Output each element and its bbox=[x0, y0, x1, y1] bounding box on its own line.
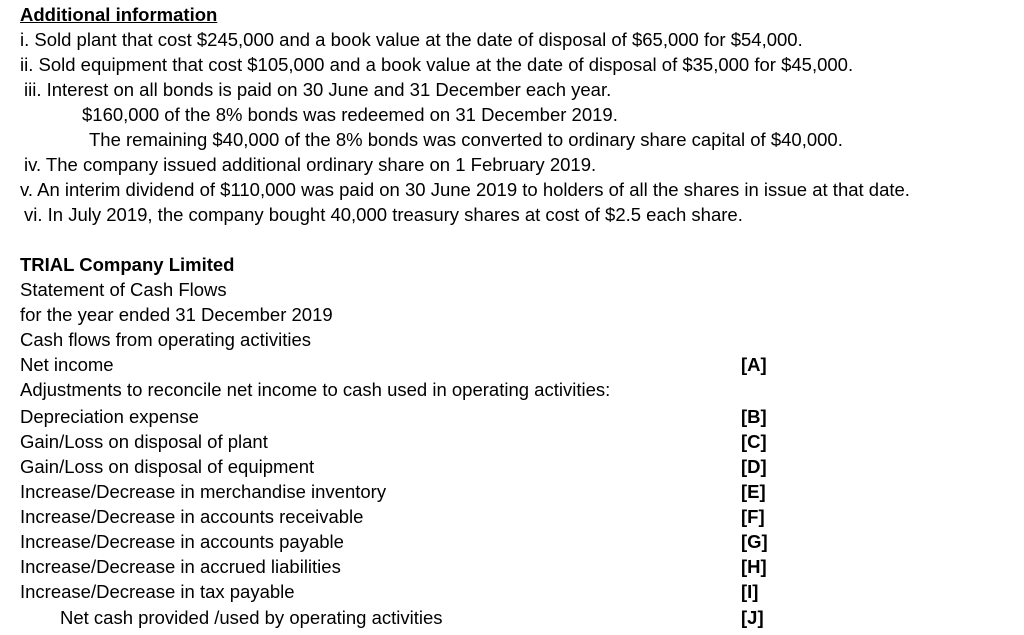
additional-info-heading: Additional information bbox=[20, 4, 218, 25]
info-item-iii: iii. Interest on all bonds is paid on 30 June and 31 December each year. bbox=[24, 79, 612, 100]
info-item-iii-redeemed: $160,000 of the 8% bonds was redeemed on 31 December 2019. bbox=[82, 104, 618, 125]
row-depreciation-label: Depreciation expense bbox=[20, 406, 199, 427]
row-inventory-label: Increase/Decrease in merchandise inventory bbox=[20, 481, 387, 502]
info-item-ii: ii. Sold equipment that cost $105,000 and a book value at the date of disposal of $35,000 for $45,000. bbox=[20, 54, 854, 75]
row-plant-code: [C] bbox=[741, 431, 767, 452]
row-accrued-label: Increase/Decrease in accrued liabilities bbox=[20, 556, 341, 577]
info-item-iv: iv. The company issued additional ordinary share on 1 February 2019. bbox=[24, 154, 597, 175]
row-receivable-label: Increase/Decrease in accounts receivable bbox=[20, 506, 364, 527]
net-cash-code: [J] bbox=[741, 607, 764, 628]
row-depreciation-code: [B] bbox=[741, 406, 767, 427]
row-payable-label: Increase/Decrease in accounts payable bbox=[20, 531, 344, 552]
row-equipment-label: Gain/Loss on disposal of equipment bbox=[20, 456, 315, 477]
net-income-label: Net income bbox=[20, 354, 114, 375]
row-tax-label: Increase/Decrease in tax payable bbox=[20, 581, 295, 602]
row-equipment-code: [D] bbox=[741, 456, 767, 477]
row-payable-code: [G] bbox=[741, 531, 768, 552]
operating-section-label: Cash flows from operating activities bbox=[20, 329, 311, 350]
info-item-v: v. An interim dividend of $110,000 was paid on 30 June 2019 to holders of all the shares in issue at that date. bbox=[20, 179, 910, 200]
adjustments-label: Adjustments to reconcile net income to cash used in operating activities: bbox=[20, 379, 611, 400]
company-name: TRIAL Company Limited bbox=[20, 254, 235, 275]
row-inventory-code: [E] bbox=[741, 481, 766, 502]
net-income-code: [A] bbox=[741, 354, 767, 375]
row-plant-label: Gain/Loss on disposal of plant bbox=[20, 431, 268, 452]
net-cash-label: Net cash provided /used by operating activities bbox=[60, 607, 443, 628]
statement-period: for the year ended 31 December 2019 bbox=[20, 304, 333, 325]
info-item-iii-converted: The remaining $40,000 of the 8% bonds was converted to ordinary share capital of $40,000. bbox=[89, 129, 843, 150]
info-item-vi: vi. In July 2019, the company bought 40,000 treasury shares at cost of $2.5 each share. bbox=[24, 204, 743, 225]
statement-title: Statement of Cash Flows bbox=[20, 279, 227, 300]
row-tax-code: [I] bbox=[741, 581, 759, 602]
row-accrued-code: [H] bbox=[741, 556, 767, 577]
info-item-i: i. Sold plant that cost $245,000 and a book value at the date of disposal of $65,000 for $54,000. bbox=[20, 29, 803, 50]
row-receivable-code: [F] bbox=[741, 506, 765, 527]
